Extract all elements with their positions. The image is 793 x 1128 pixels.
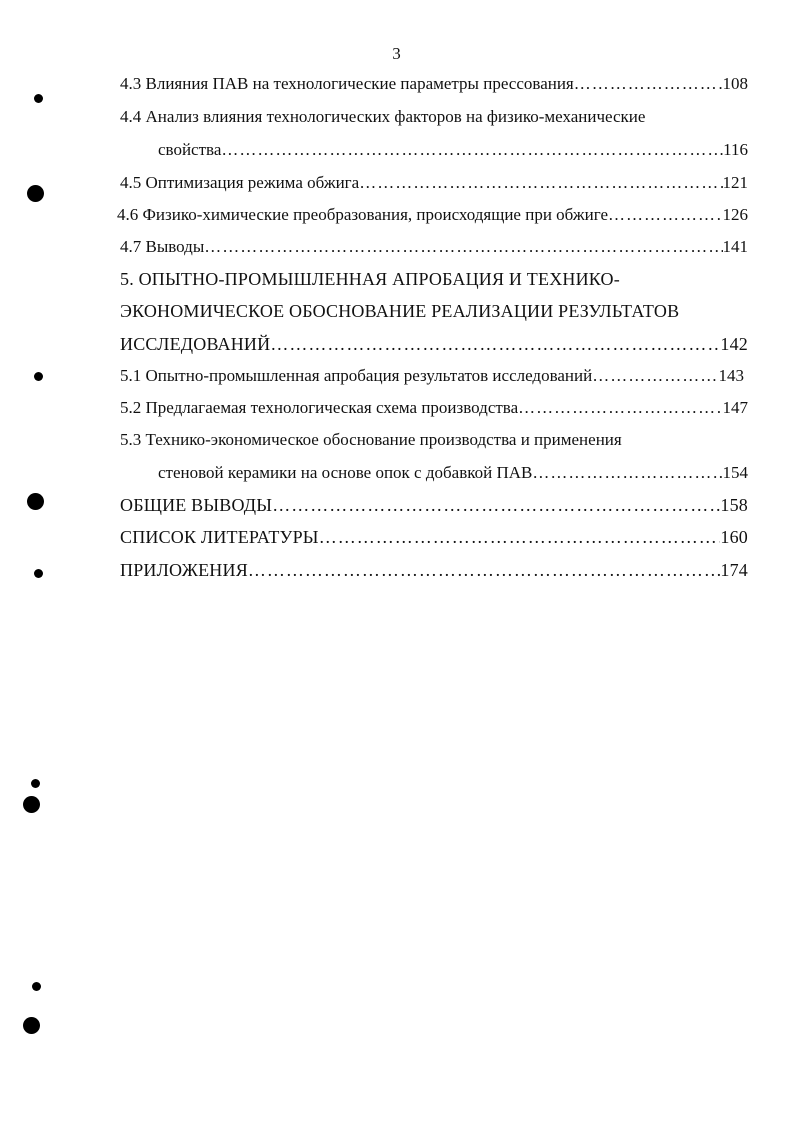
- toc-entry-text: 4.5 Оптимизация режима обжига: [120, 173, 360, 192]
- page-number: 3: [392, 44, 401, 63]
- toc-entry-5-line3: [120, 333, 748, 355]
- toc-entry-page: 141: [722, 237, 748, 256]
- toc-leader: [319, 526, 721, 548]
- toc-entry-text: СПИСОК ЛИТЕРАТУРЫ: [120, 527, 319, 547]
- punch-hole: [32, 982, 41, 991]
- toc-entry-text: 4.7 Выводы: [120, 237, 205, 256]
- toc-entry-4-5: [120, 172, 748, 194]
- toc-entry-5-3-line1: [120, 429, 748, 451]
- toc-leader: [608, 204, 722, 226]
- toc-entry-page: 160: [720, 527, 748, 547]
- toc-entry-page: 158: [720, 495, 748, 515]
- toc-entry-5-line1: [120, 268, 748, 290]
- toc-entry-text: ОБЩИЕ ВЫВОДЫ: [120, 495, 273, 515]
- toc-entry-page: 142: [720, 334, 748, 354]
- toc-entry-text: ЭКОНОМИЧЕСКОЕ ОБОСНОВАНИЕ РЕАЛИЗАЦИИ РЕЗУЛЬТАТОВ: [120, 301, 680, 321]
- toc-leader: [248, 559, 720, 581]
- toc-entry-text: свойства: [158, 140, 222, 159]
- toc-entry-page: 174: [720, 560, 748, 580]
- toc-entry-appendices: [120, 559, 748, 581]
- punch-hole: [34, 94, 43, 103]
- toc-leader: [518, 397, 722, 419]
- toc-leader: [221, 139, 723, 161]
- toc-entry-5-line2: [120, 300, 748, 322]
- punch-hole: [27, 185, 44, 202]
- toc-entry-text: стеновой керамики на основе опок с добавкой ПАВ: [158, 463, 533, 482]
- toc-entry-text: 4.3 Влияния ПАВ на технологические параметры прессования: [120, 74, 574, 93]
- toc-entry-text: 4.4 Анализ влияния технологических факторов на физико-механические: [120, 107, 646, 126]
- toc-leader: [592, 365, 718, 387]
- toc-entry-4-4-line1: [120, 106, 748, 128]
- toc-entry-text: 5.1 Опытно-промышленная апробация результатов исследований: [120, 366, 593, 385]
- toc-entry-page: 121: [722, 173, 748, 192]
- punch-hole: [27, 493, 44, 510]
- punch-hole: [34, 372, 43, 381]
- toc-entry-page: 126: [722, 205, 748, 224]
- toc-leader: [532, 462, 722, 484]
- toc-entry-text: ИССЛЕДОВАНИЙ: [120, 334, 271, 354]
- toc-entry-5-1: [120, 365, 744, 387]
- toc-leader: [272, 494, 720, 516]
- toc-leader: [270, 333, 720, 355]
- toc-entry-page: 108: [722, 74, 748, 93]
- toc-leader: [359, 172, 722, 194]
- toc-entry-4-4-line2: [158, 139, 748, 161]
- punch-hole: [23, 796, 40, 813]
- toc-entry-page: 143: [718, 366, 744, 385]
- toc-entry-5-3-line2: [158, 462, 748, 484]
- toc-entry-references: [120, 526, 748, 548]
- toc-entry-page: 147: [722, 398, 748, 417]
- punch-hole: [23, 1017, 40, 1034]
- toc-entry-4-3: [120, 73, 748, 95]
- punch-hole: [31, 779, 40, 788]
- toc-entry-text: 5.2 Предлагаемая технологическая схема производства: [120, 398, 519, 417]
- toc-entry-text: 4.6 Физико-химические преобразования, происходящие при обжиге: [117, 205, 609, 224]
- toc-entry-text: ПРИЛОЖЕНИЯ: [120, 560, 248, 580]
- toc-entry-text: 5.3 Технико-экономическое обоснование производства и применения: [120, 430, 622, 449]
- toc-entry-4-7: [120, 236, 748, 258]
- punch-hole: [34, 569, 43, 578]
- toc-entry-5-2: [120, 397, 748, 419]
- toc-entry-page: 116: [723, 140, 748, 159]
- toc-entry-4-6: [117, 204, 748, 226]
- toc-entry-page: 154: [722, 463, 748, 482]
- toc-leader: [574, 73, 723, 95]
- toc-leader: [204, 236, 722, 258]
- toc-entry-conclusions: [120, 494, 748, 516]
- toc-entry-text: 5. ОПЫТНО-ПРОМЫШЛЕННАЯ АПРОБАЦИЯ И ТЕХНИКО-: [120, 269, 620, 289]
